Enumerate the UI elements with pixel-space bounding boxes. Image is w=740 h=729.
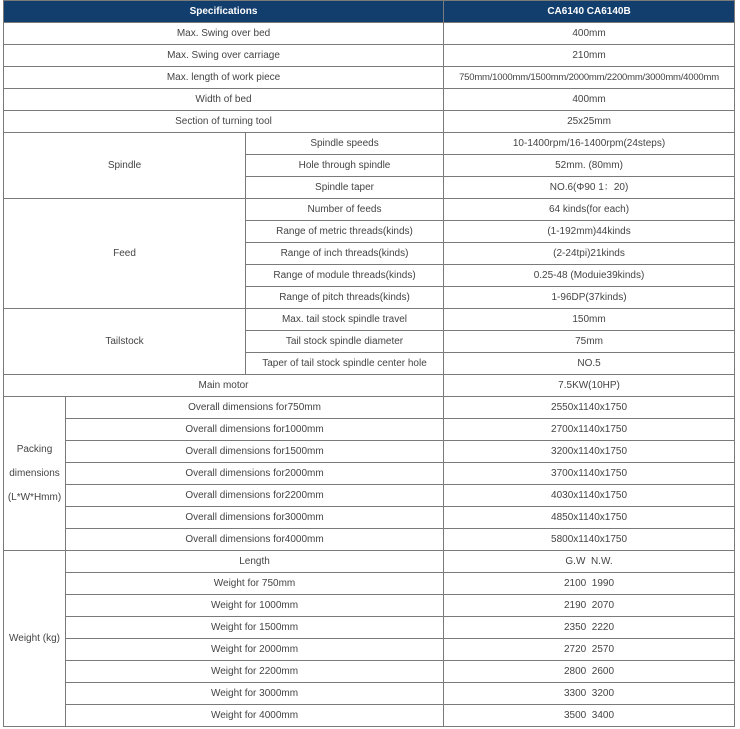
row-label: Main motor bbox=[4, 375, 444, 397]
table-row bbox=[4, 507, 735, 529]
group-label-packing: Packing dimensions (L*W*Hmm) bbox=[4, 397, 66, 551]
table-row bbox=[4, 441, 735, 463]
row-value: 150mm bbox=[444, 309, 735, 331]
header-model-label: CA6140 CA6140B bbox=[444, 1, 735, 23]
row-label: Weight for 2000mm bbox=[66, 639, 444, 661]
row-label: Max. Swing over carriage bbox=[4, 45, 444, 67]
row-label: Overall dimensions for4000mm bbox=[66, 529, 444, 551]
table-row bbox=[4, 551, 735, 573]
row-label: Spindle speeds bbox=[246, 133, 444, 155]
row-value: NO.5 bbox=[444, 353, 735, 375]
row-label: Number of feeds bbox=[246, 199, 444, 221]
table-row bbox=[4, 375, 735, 397]
table-row bbox=[4, 595, 735, 617]
row-label: Section of turning tool bbox=[4, 111, 444, 133]
row-label: Overall dimensions for750mm bbox=[66, 397, 444, 419]
row-label: Overall dimensions for1000mm bbox=[66, 419, 444, 441]
row-value: 2190 2070 bbox=[444, 595, 735, 617]
row-label: Weight for 3000mm bbox=[66, 683, 444, 705]
row-label: Range of pitch threads(kinds) bbox=[246, 287, 444, 309]
table-row bbox=[4, 639, 735, 661]
table-row bbox=[4, 89, 735, 111]
row-value: 210mm bbox=[444, 45, 735, 67]
row-label: Max. tail stock spindle travel bbox=[246, 309, 444, 331]
row-label: Tail stock spindle diameter bbox=[246, 331, 444, 353]
table-row bbox=[4, 397, 735, 419]
row-value: 64 kinds(for each) bbox=[444, 199, 735, 221]
row-value: 2700x1140x1750 bbox=[444, 419, 735, 441]
row-value: 2550x1140x1750 bbox=[444, 397, 735, 419]
row-label: Weight for 2200mm bbox=[66, 661, 444, 683]
row-value: 1-96DP(37kinds) bbox=[444, 287, 735, 309]
row-value: 2100 1990 bbox=[444, 573, 735, 595]
table-row bbox=[4, 463, 735, 485]
table-row bbox=[4, 617, 735, 639]
table-row bbox=[4, 661, 735, 683]
row-label: Overall dimensions for1500mm bbox=[66, 441, 444, 463]
row-value: 7.5KW(10HP) bbox=[444, 375, 735, 397]
row-label: Range of inch threads(kinds) bbox=[246, 243, 444, 265]
group-label-spindle: Spindle bbox=[4, 133, 246, 199]
table-row bbox=[4, 573, 735, 595]
row-value: 750mm/1000mm/1500mm/2000mm/2200mm/3000mm/4000mm bbox=[444, 67, 735, 89]
table-row bbox=[4, 705, 735, 727]
row-label: Weight for 750mm bbox=[66, 573, 444, 595]
row-label: Hole through spindle bbox=[246, 155, 444, 177]
table-row bbox=[4, 199, 735, 221]
row-label: Overall dimensions for2200mm bbox=[66, 485, 444, 507]
row-value: 52mm. (80mm) bbox=[444, 155, 735, 177]
row-value: (1-192mm)44kinds bbox=[444, 221, 735, 243]
group-label-weight: Weight (kg) bbox=[4, 551, 66, 727]
table-row bbox=[4, 67, 735, 89]
row-label: Range of module threads(kinds) bbox=[246, 265, 444, 287]
row-label: Max. Swing over bed bbox=[4, 23, 444, 45]
row-value: 10-1400rpm/16-1400rpm(24steps) bbox=[444, 133, 735, 155]
table-row bbox=[4, 45, 735, 67]
table-row bbox=[4, 419, 735, 441]
row-value: 75mm bbox=[444, 331, 735, 353]
row-value: 3500 3400 bbox=[444, 705, 735, 727]
header-row bbox=[4, 1, 735, 23]
row-value: 400mm bbox=[444, 23, 735, 45]
group-label-tailstock: Tailstock bbox=[4, 309, 246, 375]
table-row bbox=[4, 529, 735, 551]
row-label: Weight for 1000mm bbox=[66, 595, 444, 617]
row-label: Weight for 4000mm bbox=[66, 705, 444, 727]
row-value: NO.6(Φ90 1：20) bbox=[444, 177, 735, 199]
table-row bbox=[4, 111, 735, 133]
table-row bbox=[4, 309, 735, 331]
group-label-feed: Feed bbox=[4, 199, 246, 309]
row-label: Overall dimensions for2000mm bbox=[66, 463, 444, 485]
table-row bbox=[4, 485, 735, 507]
row-value: 4030x1140x1750 bbox=[444, 485, 735, 507]
row-value: 2350 2220 bbox=[444, 617, 735, 639]
row-value: 400mm bbox=[444, 89, 735, 111]
row-value: 25x25mm bbox=[444, 111, 735, 133]
row-value: 3300 3200 bbox=[444, 683, 735, 705]
row-value: G.W N.W. bbox=[444, 551, 735, 573]
row-value: 3200x1140x1750 bbox=[444, 441, 735, 463]
row-value: 0.25-48 (Moduie39kinds) bbox=[444, 265, 735, 287]
table-row bbox=[4, 23, 735, 45]
row-value: 3700x1140x1750 bbox=[444, 463, 735, 485]
row-value: 5800x1140x1750 bbox=[444, 529, 735, 551]
row-value: (2-24tpi)21kinds bbox=[444, 243, 735, 265]
row-label: Range of metric threads(kinds) bbox=[246, 221, 444, 243]
row-value: 4850x1140x1750 bbox=[444, 507, 735, 529]
row-label: Spindle taper bbox=[246, 177, 444, 199]
row-value: 2720 2570 bbox=[444, 639, 735, 661]
row-label: Weight for 1500mm bbox=[66, 617, 444, 639]
header-spec-label: Specifications bbox=[4, 1, 444, 23]
row-label: Taper of tail stock spindle center hole bbox=[246, 353, 444, 375]
row-label: Length bbox=[66, 551, 444, 573]
spec-table bbox=[3, 0, 735, 727]
table-row bbox=[4, 683, 735, 705]
row-label: Width of bed bbox=[4, 89, 444, 111]
row-label: Max. length of work piece bbox=[4, 67, 444, 89]
row-value: 2800 2600 bbox=[444, 661, 735, 683]
row-label: Overall dimensions for3000mm bbox=[66, 507, 444, 529]
table-row bbox=[4, 133, 735, 155]
